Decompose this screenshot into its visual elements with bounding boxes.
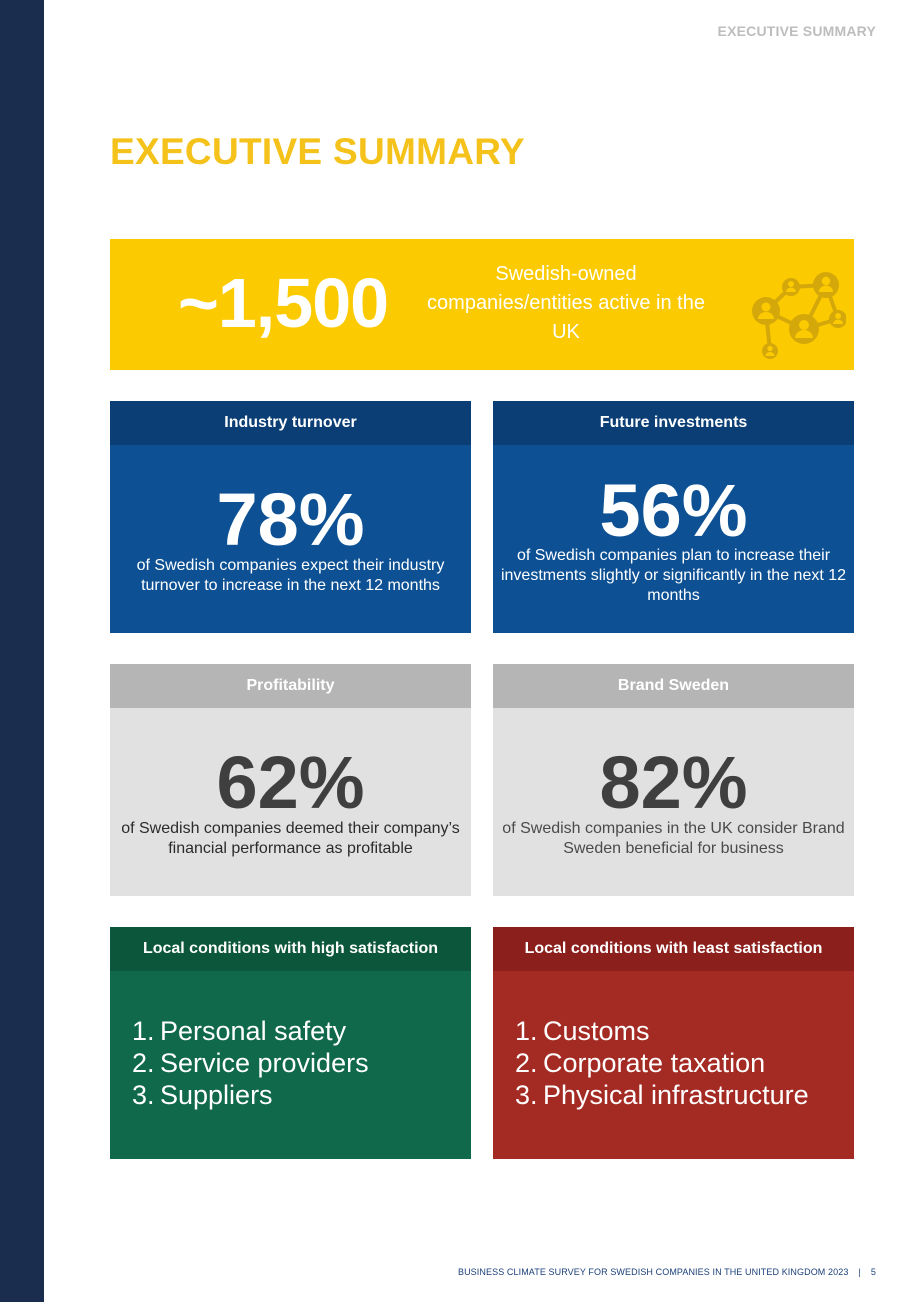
banner-text: Swedish-owned companies/entities active in the UK: [427, 263, 705, 343]
ranked-list: [515, 1015, 809, 1111]
list-item-number: 3.: [515, 1080, 538, 1110]
card-future-investments: [493, 401, 854, 633]
card-heading: Local conditions with high satisfaction: [110, 927, 471, 971]
list-item: [132, 1079, 369, 1111]
side-accent-bar: [0, 0, 44, 1302]
stat-value: 62%: [216, 741, 365, 824]
footer-separator: |: [858, 1267, 861, 1277]
list-item: [515, 1047, 809, 1079]
list-item-label: Personal safety: [160, 1016, 347, 1046]
list-item: [515, 1015, 809, 1047]
card-least-satisfaction: [493, 927, 854, 1159]
page-title: EXECUTIVE SUMMARY: [110, 131, 525, 172]
card-high-satisfaction: [110, 927, 471, 1159]
companies-banner: [110, 239, 854, 370]
stat-description: of Swedish companies plan to increase their investments slightly or significantly in the next 12 months: [500, 547, 847, 604]
page-number: 5: [870, 1267, 876, 1277]
stat-description: of Swedish companies expect their industry turnover to increase in the next 12 months: [136, 557, 445, 594]
card-body: [110, 445, 471, 633]
card-heading: Industry turnover: [110, 401, 471, 445]
list-item: [515, 1079, 809, 1111]
banner-number: ~1,500: [178, 264, 389, 342]
list-item-label: Customs: [543, 1016, 650, 1046]
card-body: [493, 445, 854, 633]
stat-value: 56%: [599, 469, 748, 552]
list-item-label: Physical infrastructure: [543, 1080, 809, 1110]
card-heading: Profitability: [110, 664, 471, 708]
ranked-list: [132, 1015, 369, 1111]
stat-value: 78%: [216, 478, 365, 561]
stat-description: of Swedish companies in the UK consider Brand Sweden beneficial for business: [502, 820, 845, 857]
list-item: [132, 1047, 369, 1079]
section-header-label: EXECUTIVE SUMMARY: [717, 23, 876, 39]
stat-value: 82%: [599, 741, 748, 824]
list-item-number: 3.: [132, 1080, 155, 1110]
list-item-label: Corporate taxation: [543, 1048, 766, 1078]
footer-text: BUSINESS CLIMATE SURVEY FOR SWEDISH COMPANIES IN THE UNITED KINGDOM 2023: [457, 1267, 849, 1277]
card-heading: Brand Sweden: [493, 664, 854, 708]
card-body: [493, 971, 854, 1159]
card-brand-sweden: [493, 664, 854, 896]
card-heading: Local conditions with least satisfaction: [493, 927, 854, 971]
page-footer: [458, 1267, 876, 1277]
list-item-number: 2.: [515, 1048, 538, 1078]
card-profitability: [110, 664, 471, 896]
list-item-number: 1.: [132, 1016, 155, 1046]
list-item-label: Suppliers: [160, 1080, 273, 1110]
card-body: [493, 708, 854, 896]
list-item-number: 2.: [132, 1048, 155, 1078]
list-item-number: 1.: [515, 1016, 538, 1046]
list-item-label: Service providers: [160, 1048, 369, 1078]
network-people-icon: [746, 269, 846, 361]
card-industry-turnover: [110, 401, 471, 633]
stat-description: of Swedish companies deemed their company’s financial performance as profitable: [121, 820, 460, 857]
list-item: [132, 1015, 369, 1047]
card-body: [110, 971, 471, 1159]
card-body: [110, 708, 471, 896]
card-heading: Future investments: [493, 401, 854, 445]
